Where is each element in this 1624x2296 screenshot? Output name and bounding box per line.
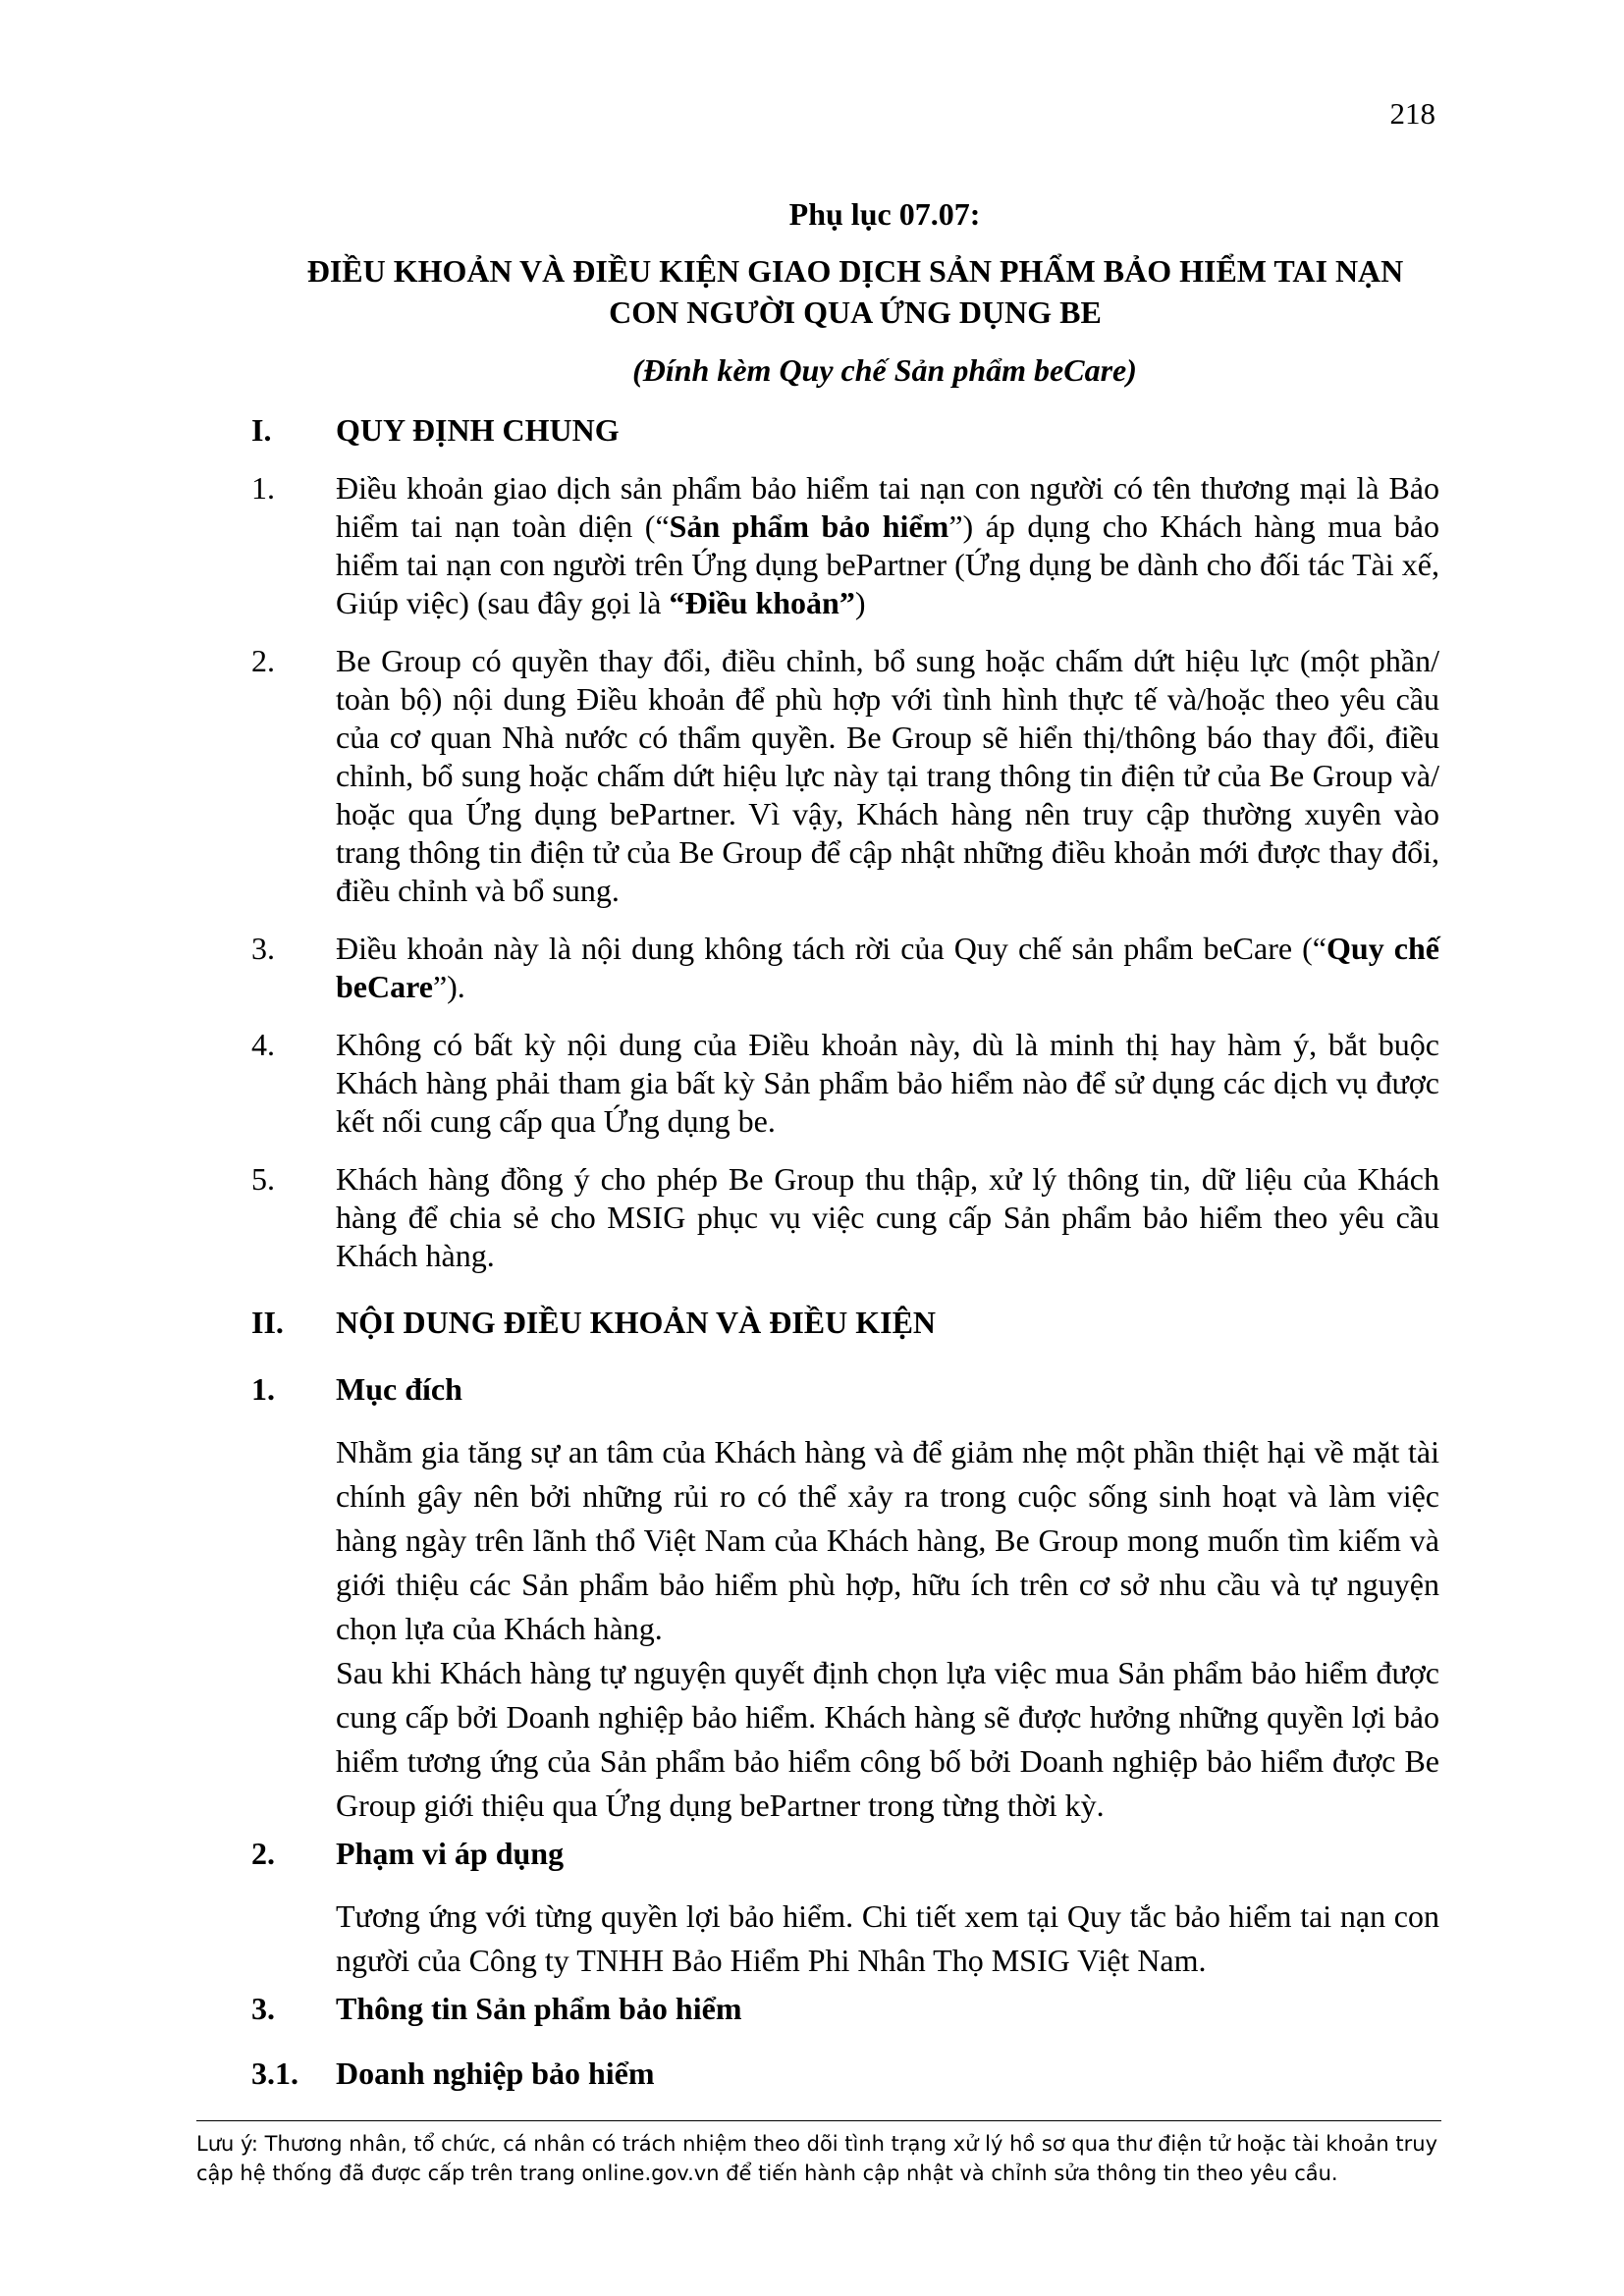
document-title: ĐIỀU KHOẢN VÀ ĐIỀU KIỆN GIAO DỊCH SẢN PHẨM BẢO HIỂM TAI NẠN CON NGƯỜI QUA ỨNG DỤNG BE bbox=[306, 253, 1404, 330]
paragraph: Sau khi Khách hàng tự nguyện quyết định chọn lựa việc mua Sản phẩm bảo hiểm được cung cấp bởi Doanh nghiệp bảo hiểm. Khách hàng sẽ được hưởng những quyền lợi bảo hiểm tương ứng của Sản phẩm bảo hiểm công bố bởi Doanh nghiệp bảo hiểm được Be Group giới thiệu qua Ứng dụng bePartner trong từng thời kỳ. bbox=[336, 1655, 1439, 1823]
appendix-title: Phụ lục 07.07: bbox=[788, 196, 981, 232]
subsection-number: 3.1. bbox=[251, 2056, 298, 2091]
subsection-heading-insurer bbox=[251, 2054, 1439, 2093]
subsection-title: Mục đích bbox=[336, 1371, 462, 1407]
list-item bbox=[251, 1026, 1439, 1141]
list-item bbox=[251, 469, 1439, 622]
item-text: Điều khoản này là nội dung không tách rời của Quy chế sản phẩm beCare (“Quy chế beCare”). bbox=[336, 931, 1440, 1004]
section-heading-general bbox=[251, 410, 1439, 450]
item-number: 1. bbox=[251, 470, 275, 506]
item-number: 3. bbox=[251, 931, 275, 966]
subsection-heading-purpose bbox=[251, 1369, 1439, 1409]
item-text: Be Group có quyền thay đổi, điều chỉnh, bổ sung hoặc chấm dứt hiệu lực (một phần/ toàn bộ) nội dung Điều khoản để phù hợp với tình hình thực tế và/hoặc theo yêu cầu của cơ quan Nhà nước có thẩm quyền. Be Group sẽ hiển thị/thông báo thay đổi, điều chỉnh, bổ sung hoặc chấm dứt hiệu lực này tại trang thông tin điện tử của Be Group và/ hoặc qua Ứng dụng bePartner. Vì vậy, Khách hàng nên truy cập thường xuyên vào trang thông tin điện tử của Be Group để cập nhật những điều khoản mới được thay đổi, điều chỉnh và bổ sung. bbox=[336, 643, 1439, 908]
subsection-number: 3. bbox=[251, 1991, 275, 2026]
document-body bbox=[251, 196, 1439, 2093]
section-number: II. bbox=[251, 1305, 284, 1340]
subsection-title: Doanh nghiệp bảo hiểm bbox=[336, 2056, 655, 2091]
list-item bbox=[251, 642, 1439, 910]
footnote: Lưu ý: Thương nhân, tổ chức, cá nhân có trách nhiệm theo dõi tình trạng xử lý hồ sơ qua thư điện tử hoặc tài khoản truy cập hệ thống đã được cấp trên trang online.gov.vn để tiến hành cập nhật và chỉnh sửa thông tin theo yêu cầu. bbox=[196, 2120, 1441, 2188]
item-number: 5. bbox=[251, 1161, 275, 1197]
subsection-heading-scope bbox=[251, 1834, 1439, 1873]
item-text: Khách hàng đồng ý cho phép Be Group thu thập, xử lý thông tin, dữ liệu của Khách hàng để chia sẻ cho MSIG phục vụ việc cung cấp Sản phẩm bảo hiểm theo yêu cầu Khách hàng. bbox=[336, 1161, 1439, 1273]
item-text: Điều khoản giao dịch sản phẩm bảo hiểm tai nạn con người có tên thương mại là Bảo hiểm tai nạn toàn diện (“Sản phẩm bảo hiểm”) áp dụng cho Khách hàng mua bảo hiểm tai nạn con người trên Ứng dụng bePartner (Ứng dụng be dành cho đối tác Tài xế, Giúp việc) (sau đây gọi là “Điều khoản”) bbox=[336, 470, 1440, 620]
section-number: I. bbox=[251, 412, 272, 448]
section-heading-terms bbox=[251, 1303, 1439, 1342]
subsection-number: 1. bbox=[251, 1371, 275, 1407]
section-title: NỘI DUNG ĐIỀU KHOẢN VÀ ĐIỀU KIỆN bbox=[336, 1305, 937, 1340]
list-item bbox=[251, 1160, 1439, 1275]
list-item bbox=[251, 930, 1439, 1006]
item-number: 4. bbox=[251, 1027, 275, 1062]
subsection-title: Phạm vi áp dụng bbox=[336, 1836, 565, 1871]
page-number: 218 bbox=[1389, 96, 1435, 131]
subsection-number: 2. bbox=[251, 1836, 275, 1871]
paragraph: Nhằm gia tăng sự an tâm của Khách hàng và để giảm nhẹ một phần thiệt hại về mặt tài chính gây nên bởi những rủi ro có thể xảy ra trong cuộc sống sinh hoạt và làm việc hàng ngày trên lãnh thổ Việt Nam của Khách hàng, Be Group mong muốn tìm kiếm và giới thiệu các Sản phẩm bảo hiểm phù hợp, hữu ích trên cơ sở nhu cầu và tự nguyện chọn lựa của Khách hàng. bbox=[336, 1434, 1439, 1646]
subsection-heading-product-info bbox=[251, 1989, 1439, 2028]
item-text: Không có bất kỳ nội dung của Điều khoản này, dù là minh thị hay hàm ý, bắt buộc Khách hàng phải tham gia bất kỳ Sản phẩm bảo hiểm nào để sử dụng các dịch vụ được kết nối cung cấp qua Ứng dụng be. bbox=[336, 1027, 1439, 1139]
subsection-title: Thông tin Sản phẩm bảo hiểm bbox=[336, 1991, 742, 2026]
item-number: 2. bbox=[251, 643, 275, 678]
document-subtitle: (Đính kèm Quy chế Sản phẩm beCare) bbox=[632, 352, 1137, 388]
paragraph: Tương ứng với từng quyền lợi bảo hiểm. Chi tiết xem tại Quy tắc bảo hiểm tai nạn con người của Công ty TNHH Bảo Hiểm Phi Nhân Thọ MSIG Việt Nam. bbox=[336, 1898, 1439, 1978]
section-title: QUY ĐỊNH CHUNG bbox=[336, 412, 620, 448]
